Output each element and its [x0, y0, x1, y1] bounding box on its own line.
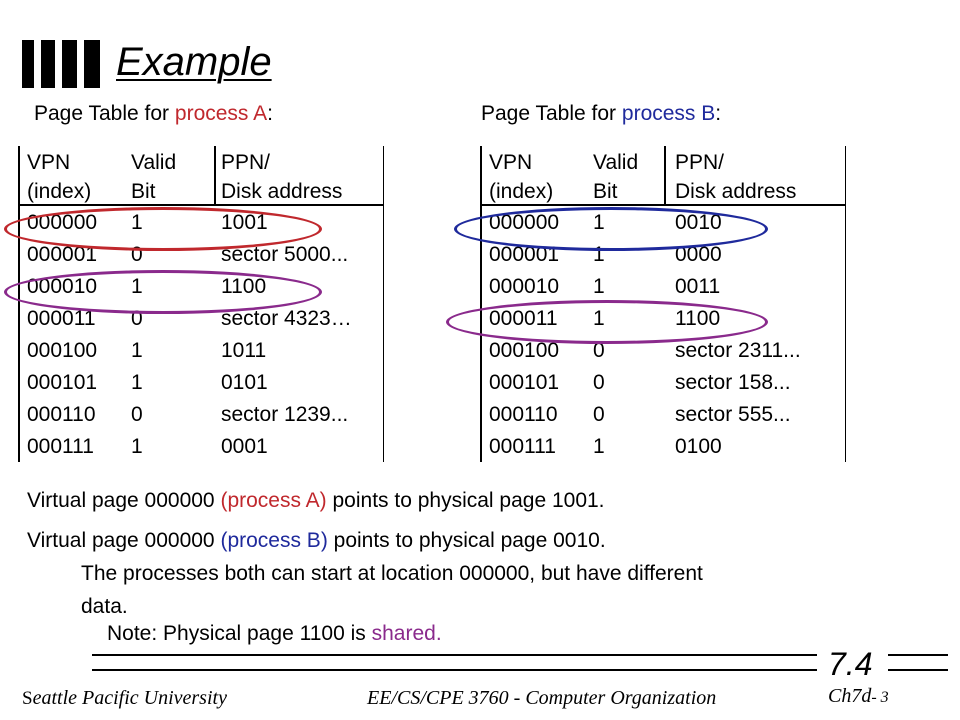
cell-ppn: 0000 [675, 243, 722, 266]
highlight-a-row2-shared [4, 270, 322, 314]
cell-valid: 0 [131, 307, 143, 330]
cell-vpn: 000011 [27, 307, 96, 330]
note-text: Note: Physical page 1100 is [107, 622, 372, 645]
cell-valid: 0 [593, 339, 605, 362]
cell-vpn: 000001 [489, 243, 560, 266]
highlight-b-row3-shared [446, 300, 768, 344]
header-ppn-line1: PPN/ [221, 151, 271, 174]
table-row [480, 432, 846, 464]
note-shared [107, 623, 442, 644]
table-row [18, 400, 384, 432]
cell-vpn: 000101 [27, 371, 98, 394]
cell-valid: 1 [593, 243, 605, 266]
cell-valid: 1 [593, 275, 605, 298]
table-header [18, 146, 384, 204]
header-valid-line1: Valid [131, 151, 177, 174]
header-valid [593, 148, 638, 206]
table-row [18, 432, 384, 464]
cell-ppn: 0101 [221, 371, 268, 394]
note-process-a [27, 490, 605, 511]
cell-valid: 0 [593, 403, 605, 426]
cell-vpn: 000110 [489, 403, 558, 426]
header-ppn-line1: PPN/ [675, 151, 725, 174]
cell-vpn: 000111 [27, 435, 94, 458]
cell-valid: 0 [131, 243, 143, 266]
note-start-location: The processes both can start at location 000000, but have different [81, 562, 703, 585]
cell-vpn: 000111 [489, 435, 556, 458]
cell-valid: 0 [131, 403, 143, 426]
note-process-b-label: (process B) [220, 529, 328, 552]
note-text: points to physical page 0010. [327, 529, 606, 552]
header-vpn [489, 148, 553, 206]
highlight-a-row0 [4, 207, 322, 251]
cell-ppn: 1100 [675, 307, 721, 330]
table-row [480, 272, 846, 304]
cell-ppn: sector 4323… [221, 307, 352, 330]
cell-vpn: 000000 [489, 211, 560, 234]
cell-valid: 1 [131, 339, 143, 362]
caption-colon: : [715, 102, 722, 125]
footer-page-chapter: Ch7d [828, 685, 872, 707]
header-vpn-line1: VPN [27, 151, 71, 174]
cell-vpn: 000101 [489, 371, 560, 394]
cell-vpn: 000010 [489, 275, 560, 298]
footer-page [828, 686, 889, 706]
header-valid-line2: Bit [131, 180, 156, 203]
header-vpn-line2: (index) [489, 180, 554, 203]
table-row [18, 368, 384, 400]
cell-valid: 1 [593, 435, 605, 458]
slide-title: Example [116, 40, 272, 84]
table-row [18, 336, 384, 368]
stripe-logo [22, 40, 102, 88]
header-valid [131, 148, 176, 206]
note-start-location-cont: data. [81, 595, 128, 618]
header-vpn [27, 148, 91, 206]
cell-vpn: 000100 [489, 339, 560, 362]
table-row [480, 400, 846, 432]
note-text: points to physical page 1001. [326, 489, 605, 512]
table-header [480, 146, 846, 204]
table-a-caption [34, 103, 273, 124]
note-text: Virtual page 000000 [27, 529, 221, 552]
cell-ppn: 1100 [221, 275, 267, 298]
footer-rule-left-top [92, 654, 817, 656]
footer-course: EE/CS/CPE 3760 - Computer Organization [367, 687, 717, 709]
footer-university [22, 688, 227, 708]
cell-vpn: 000001 [27, 243, 98, 266]
footer-rule-right-top [888, 654, 948, 656]
caption-text: Page Table for [481, 102, 622, 125]
header-vpn-line1: VPN [489, 151, 533, 174]
caption-text: Page Table for [34, 102, 175, 125]
header-ppn [221, 148, 342, 206]
section-number: 7.4 [828, 646, 873, 682]
cell-vpn: 000000 [27, 211, 98, 234]
cell-vpn: 000100 [27, 339, 98, 362]
cell-ppn: sector 5000... [221, 243, 349, 266]
footer-university-name: eattle Pacific University [32, 687, 227, 709]
caption-process-b: process B [621, 102, 716, 125]
cell-valid: 1 [593, 307, 605, 330]
table-row [480, 368, 846, 400]
header-ppn-line2: Disk address [221, 180, 343, 203]
cell-ppn: 0010 [675, 211, 722, 234]
cell-valid: 1 [131, 275, 143, 298]
cell-valid: 1 [131, 371, 143, 394]
cell-valid: 1 [131, 435, 143, 458]
header-ppn-line2: Disk address [675, 180, 797, 203]
cell-ppn: sector 1239... [221, 403, 349, 426]
cell-ppn: 0011 [675, 275, 721, 298]
table-b-caption [481, 103, 721, 124]
highlight-b-row0 [454, 207, 768, 251]
cell-ppn: 0001 [221, 435, 268, 458]
footer-rule-right-bottom [888, 669, 948, 671]
cell-ppn: sector 555... [675, 403, 791, 426]
header-valid-line1: Valid [593, 151, 639, 174]
cell-ppn: 1011 [221, 339, 267, 362]
cell-valid: 1 [131, 211, 143, 234]
cell-valid: 0 [593, 371, 605, 394]
footer-page-number: - 3 [871, 689, 889, 706]
header-vpn-line2: (index) [27, 180, 92, 203]
cell-valid: 1 [593, 211, 605, 234]
cell-vpn: 000011 [489, 307, 558, 330]
header-ppn [675, 148, 796, 206]
cell-ppn: sector 2311... [675, 339, 801, 362]
cell-ppn: sector 158... [675, 371, 791, 394]
cell-ppn: 0100 [675, 435, 722, 458]
cell-vpn: 000110 [27, 403, 96, 426]
note-process-a-label: (process A) [220, 489, 327, 512]
footer-rule-left-bottom [92, 669, 817, 671]
note-process-b [27, 530, 606, 551]
note-text: Virtual page 000000 [27, 489, 221, 512]
cell-vpn: 000010 [27, 275, 98, 298]
footer-university-initial: S [22, 688, 33, 709]
caption-process-a: process A [174, 102, 268, 125]
note-shared-label: shared. [371, 622, 442, 645]
header-valid-line2: Bit [593, 180, 618, 203]
cell-ppn: 1001 [221, 211, 268, 234]
caption-colon: : [267, 102, 273, 125]
